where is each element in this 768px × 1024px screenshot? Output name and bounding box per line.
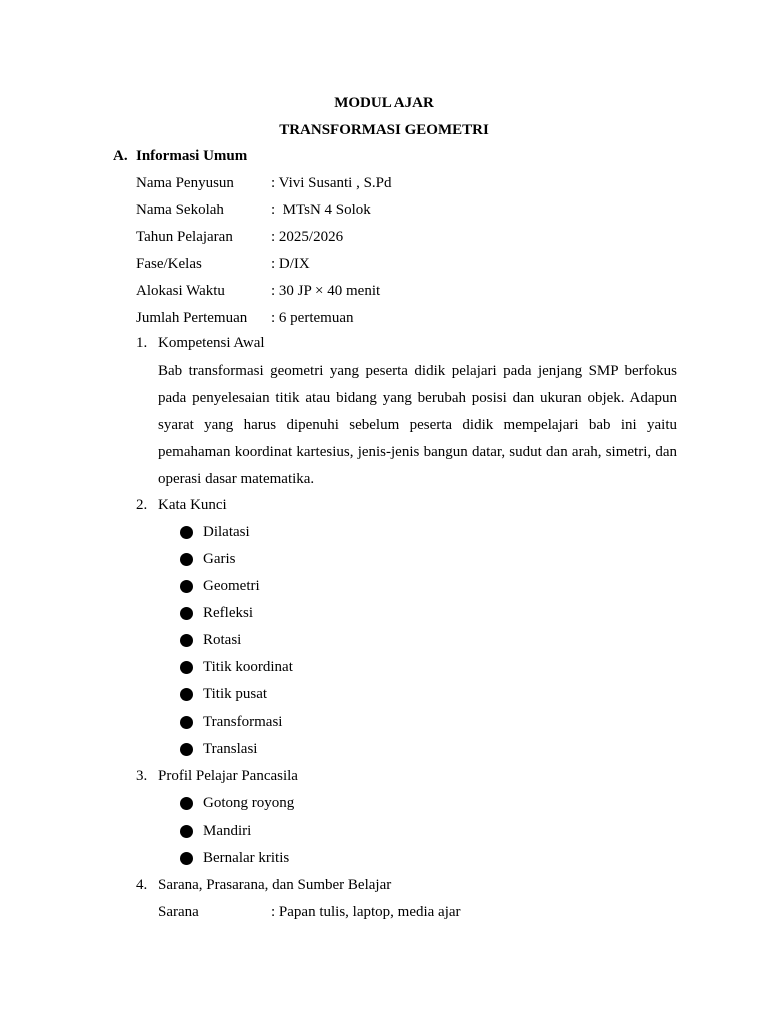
- profile-item: Bernalar kritis: [203, 850, 290, 866]
- info-value-nama-sekolah: : MTsN 4 Solok: [271, 202, 371, 218]
- kompetensi-awal-paragraph: [158, 358, 677, 493]
- info-label-fase-kelas: Fase/Kelas: [136, 256, 202, 272]
- bullet-icon: [180, 634, 193, 647]
- paragraph-line: operasi dasar matematika.: [158, 471, 315, 487]
- bullet-icon: [180, 852, 193, 865]
- keyword-item: Dilatasi: [203, 524, 250, 540]
- item-4-number: 4.: [136, 877, 148, 893]
- keyword-item: Titik pusat: [203, 686, 268, 702]
- item-4-title: Sarana, Prasarana, dan Sumber Belajar: [158, 877, 392, 893]
- document-title: MODUL AJAR: [334, 95, 434, 111]
- section-a-heading: Informasi Umum: [136, 148, 248, 164]
- info-label-alokasi-waktu: Alokasi Waktu: [136, 283, 225, 299]
- profile-item: Gotong royong: [203, 795, 295, 811]
- keyword-item: Titik koordinat: [203, 659, 293, 675]
- bullet-icon: [180, 526, 193, 539]
- info-label-nama-sekolah: Nama Sekolah: [136, 202, 224, 218]
- item-2-number: 2.: [136, 497, 148, 513]
- item-3-title: Profil Pelajar Pancasila: [158, 768, 298, 784]
- info-value-nama-penyusun: : Vivi Susanti , S.Pd: [271, 175, 392, 191]
- item-1-number: 1.: [136, 335, 148, 351]
- info-value-jumlah-pertemuan: : 6 pertemuan: [271, 310, 354, 326]
- document-subtitle: TRANSFORMASI GEOMETRI: [279, 122, 489, 138]
- bullet-icon: [180, 825, 193, 838]
- keyword-item: Geometri: [203, 578, 260, 594]
- bullet-icon: [180, 553, 193, 566]
- item-3-number: 3.: [136, 768, 148, 784]
- bullet-icon: [180, 580, 193, 593]
- bullet-icon: [180, 797, 193, 810]
- keyword-item: Translasi: [203, 741, 258, 757]
- info-label-jumlah-pertemuan: Jumlah Pertemuan: [136, 310, 248, 326]
- bullet-icon: [180, 743, 193, 756]
- info-value-fase-kelas: : D/IX: [271, 256, 310, 272]
- info-value-tahun-pelajaran: : 2025/2026: [271, 229, 344, 245]
- bullet-icon: [180, 607, 193, 620]
- item-1-title: Kompetensi Awal: [158, 335, 265, 351]
- info-value-alokasi-waktu: : 30 JP × 40 menit: [271, 283, 381, 299]
- sarana-label: Sarana: [158, 904, 199, 920]
- bullet-icon: [180, 716, 193, 729]
- sarana-value: : Papan tulis, laptop, media ajar: [271, 904, 461, 920]
- keyword-item: Refleksi: [203, 605, 253, 621]
- keyword-item: Rotasi: [203, 632, 242, 648]
- bullet-icon: [180, 688, 193, 701]
- paragraph-line: syarat yang harus dipenuhi sebelum peserta didik mempelajari bab ini yaitu: [158, 417, 677, 433]
- paragraph-line: pemahaman koordinat kartesius, jenis-jenis bangun datar, sudut dan arah, simetri, dan: [158, 444, 677, 460]
- info-label-tahun-pelajaran: Tahun Pelajaran: [136, 229, 233, 245]
- paragraph-line: Bab transformasi geometri yang peserta didik pelajari pada jenjang SMP berfokus: [158, 363, 677, 379]
- keyword-item: Transformasi: [203, 714, 283, 730]
- paragraph-line: pada penyelesaian titik atau bidang yang berubah posisi dan ukuran objek. Adapun: [158, 390, 677, 406]
- profile-item: Mandiri: [203, 823, 252, 839]
- section-a-letter: A.: [113, 148, 128, 164]
- info-label-nama-penyusun: Nama Penyusun: [136, 175, 234, 191]
- keyword-item: Garis: [203, 551, 236, 567]
- item-2-title: Kata Kunci: [158, 497, 227, 513]
- bullet-icon: [180, 661, 193, 674]
